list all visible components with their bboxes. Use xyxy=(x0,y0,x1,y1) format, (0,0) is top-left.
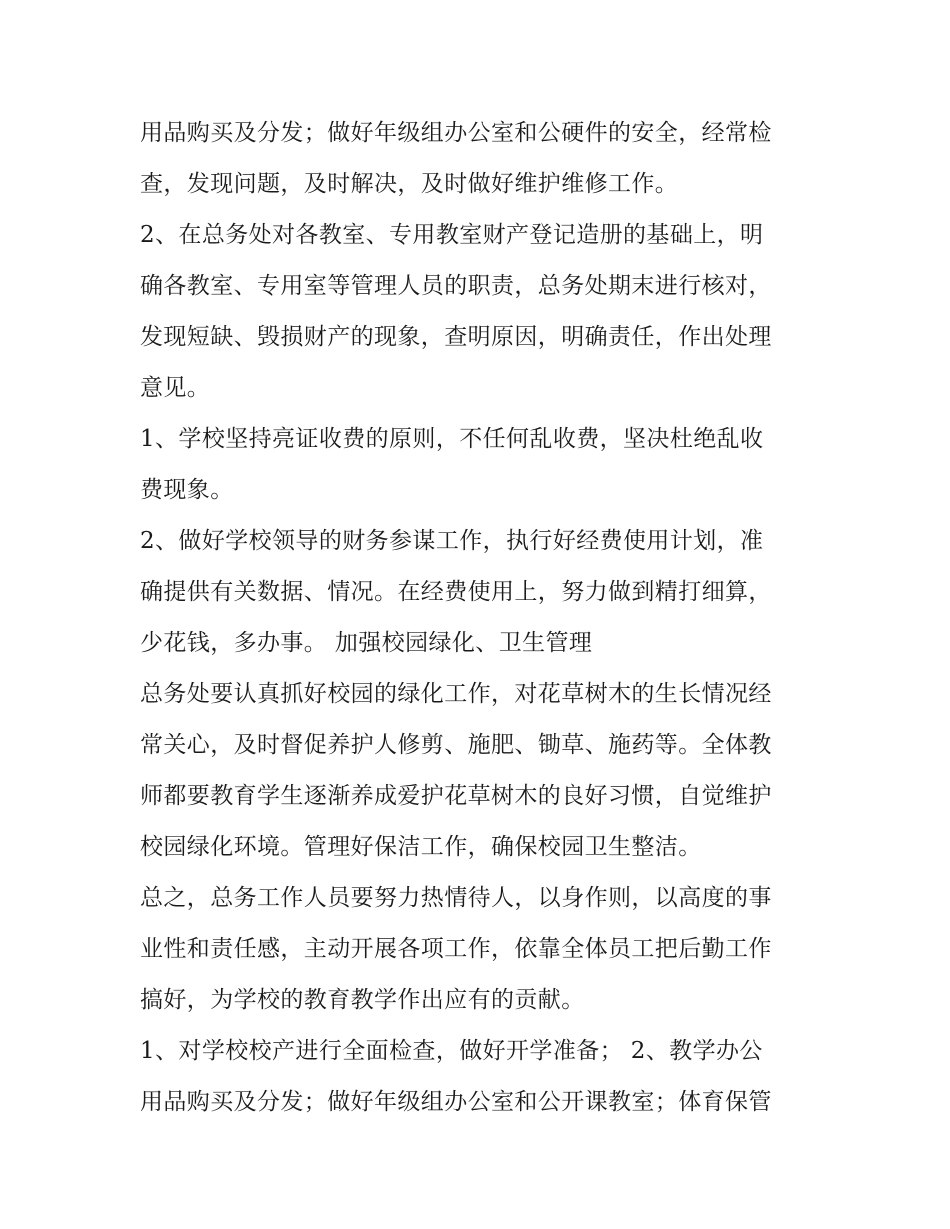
text-line: 用品购买及分发；做好年级组办公室和公硬件的安全，经常检 xyxy=(140,120,772,146)
text-line: 校园绿化环境。管理好保洁工作，确保校园卫生整洁。 xyxy=(140,834,702,860)
text-line: 发现短缺、毁损财产的现象，查明原因，明确责任，作出处理 xyxy=(140,324,772,350)
text-line: 总务处要认真抓好校园的绿化工作，对花草树木的生长情况经 xyxy=(140,681,772,707)
text-line: 2、在总务处对各教室、专用教室财产登记造册的基础上，明 xyxy=(140,222,764,248)
text-line: 1、对学校校产进行全面检查，做好开学准备； 2、教学办公 xyxy=(140,1038,763,1064)
text-line: 师都要教育学生逐渐养成爱护花草树木的良好习惯，自觉维护 xyxy=(140,783,772,809)
text-line: 1、学校坚持亮证收费的原则，不任何乱收费，坚决杜绝乱收 xyxy=(140,426,764,452)
text-line: 业性和责任感，主动开展各项工作，依靠全体员工把后勤工作 xyxy=(140,936,772,962)
text-line: 查，发现问题，及时解决，及时做好维护维修工作。 xyxy=(140,171,679,197)
text-line: 用品购买及分发；做好年级组办公室和公开课教室；体育保管 xyxy=(140,1089,772,1115)
text-line: 2、做好学校领导的财务参谋工作，执行好经费使用计划，准 xyxy=(140,528,764,554)
text-line: 常关心，及时督促养护人修剪、施肥、锄草、施药等。全体教 xyxy=(140,732,772,758)
text-line: 费现象。 xyxy=(140,477,234,503)
text-line: 确提供有关数据、情况。在经费使用上，努力做到精打细算， xyxy=(140,579,772,605)
text-line: 意见。 xyxy=(140,375,211,401)
text-line: 确各教室、专用室等管理人员的职责，总务处期末进行核对， xyxy=(140,273,772,299)
document-body xyxy=(140,108,820,1128)
text-line: 总之，总务工作人员要努力热情待人，以身作则，以高度的事 xyxy=(140,885,772,911)
text-line: 搞好，为学校的教育教学作出应有的贡献。 xyxy=(140,987,585,1013)
text-line: 少花钱，多办事。 加强校园绿化、卫生管理 xyxy=(140,630,593,656)
